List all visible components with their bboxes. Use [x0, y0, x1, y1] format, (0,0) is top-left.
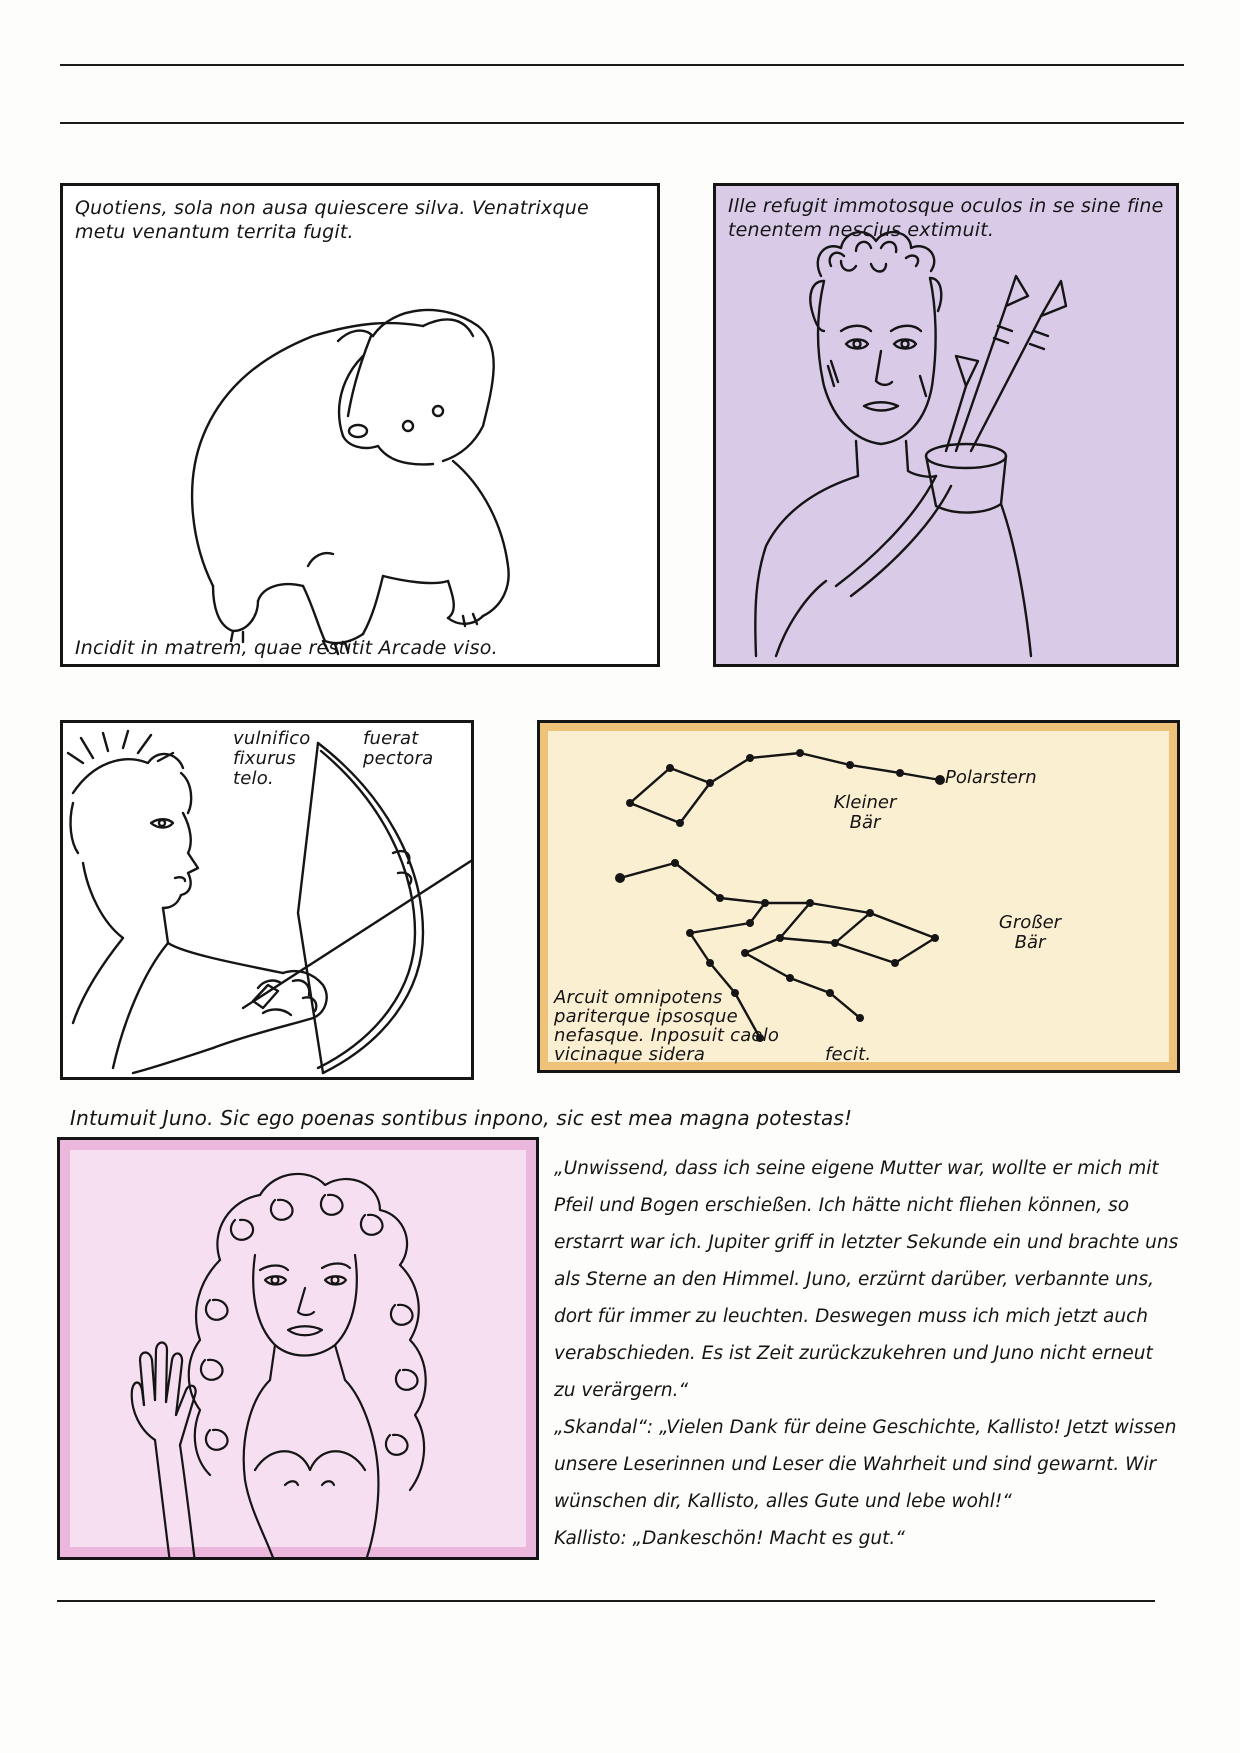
footer-rule [57, 1600, 1155, 1602]
header-rule-bottom [60, 122, 1184, 124]
label-grosser-baer: Großer Bär [998, 912, 1062, 953]
archer-drawing [63, 723, 474, 1080]
arcas-portrait [716, 186, 1179, 667]
panel-arcas-caption: Ille refugit immotosque oculos in se sine fine tenentem nescius extimuit. [728, 195, 1164, 241]
panel-bear-caption-bottom: Incidit in matrem, quae restitit Arcade viso. [75, 637, 498, 659]
story-text [554, 1150, 1179, 1557]
story-paragraph-3: Kallisto: „Dankeschön! Macht es gut.“ [554, 1528, 905, 1549]
bear-drawing [63, 186, 660, 667]
label-kleiner-baer: Kleiner Bär [833, 792, 897, 833]
header-rule-top [60, 64, 1184, 66]
panel-constellations [537, 720, 1180, 1073]
panel-bear-caption-top: Quotiens, sola non ausa quiescere silva. Venatrixque metu venantum territa fugit. [75, 197, 589, 243]
panel-constellations-caption-end: fecit. [825, 1044, 872, 1065]
panel-constellations-caption: Arcuit omnipotens pariterque ipsosque nefasque. Inposuit caelo vicinaque sidera [554, 987, 780, 1065]
panel-archer [60, 720, 474, 1080]
story-paragraph-1: „Unwissend, dass ich seine eigene Mutter war, wollte er mich mit Pfeil und Bogen erschießen. Ich hätte nicht fliehen können, so erstarrt war ich. Jupiter griff in letzter Sekunde ein und brachte uns als Sterne an den Himmel. Juno, erzürnt darüber, verbannte uns, dort für immer zu leuchten. Deswegen muss ich mich jetzt auch verabschieden. Es ist Zeit zurückzukehren und Juno nicht erneut zu verärgern.“ [554, 1158, 1179, 1401]
panel-kallisto [57, 1137, 539, 1560]
kallisto-drawing [60, 1140, 539, 1560]
label-polarstern: Polarstern [945, 767, 1037, 788]
panel-archer-caption-left: vulnifico fixurus telo. [233, 728, 311, 789]
panel-arcas [713, 183, 1179, 667]
story-paragraph-2: „Skandal“: „Vielen Dank für deine Geschichte, Kallisto! Jetzt wissen unsere Leserinnen und Leser die Wahrheit und sind gewarnt. Wir wünschen dir, Kallisto, alles Gute und lebe wohl!“ [554, 1417, 1177, 1512]
interlude-text: Intumuit Juno. Sic ego poenas sontibus inpono, sic est mea magna potestas! [70, 1106, 853, 1130]
panel-archer-caption-right: fuerat pectora [363, 728, 434, 769]
panel-bear [60, 183, 660, 667]
